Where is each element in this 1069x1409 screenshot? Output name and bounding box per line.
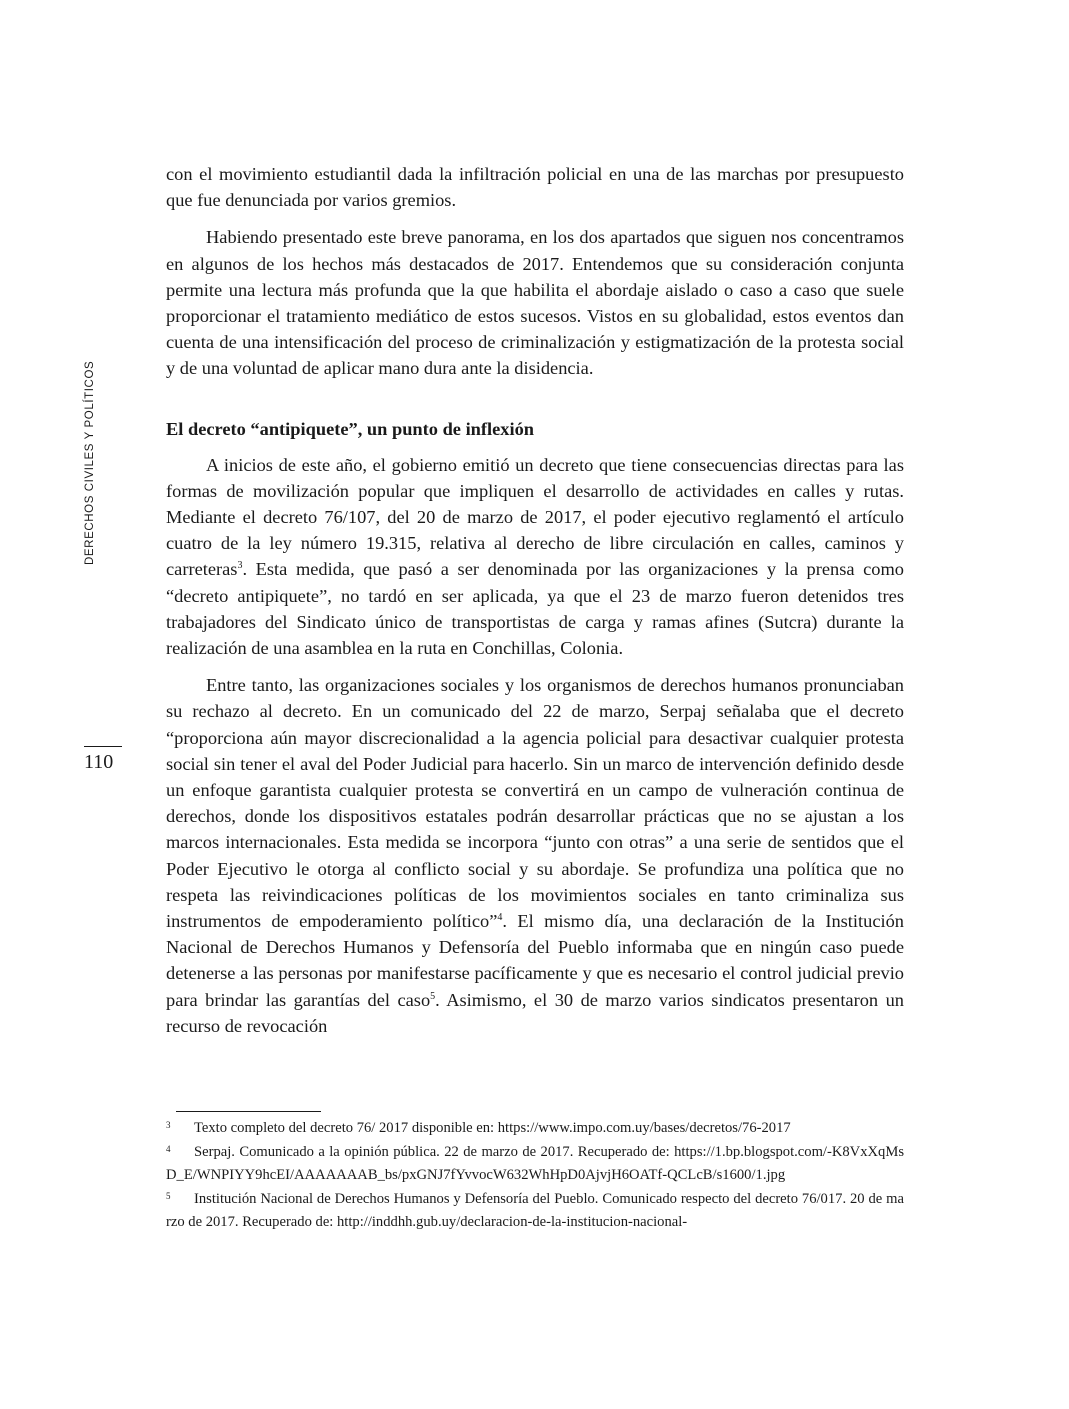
footnote-text: Serpaj. Comunicado a la opinión pública. 22 de marzo de 2017. Recuperado de: https://1.bp.blogspot.com/-K8VxXqMsD_E/WNPIYY9hcEI/AAAAAAAB_bs/pxGNJ7fYvvocW632WhHpD0AjvjH6OATf-QCLcB/s1600/1.jpg (166, 1144, 904, 1183)
footnote-ref-3: 3 (237, 560, 243, 572)
paragraph-rechazo-text-b: . El mismo día, una declaración de la Institución Nacional de Derechos Humanos y Defensoría del Pueblo informaba que en ningún caso puede detenerse a las personas por manifestarse pacíficamente y que es necesario el control judicial previo para brindar las garantías del caso (166, 911, 904, 1010)
footnote-number: 3 (166, 1120, 171, 1130)
paragraph-decreto (166, 452, 904, 662)
footnotes (166, 1117, 904, 1235)
footnote-separator (176, 1111, 321, 1112)
footnote-4 (166, 1141, 904, 1186)
footnote-ref-4: 4 (497, 911, 503, 923)
footnote-ref-5: 5 (430, 990, 436, 1002)
running-head: DERECHOS CIVILES Y POLÍTICOS (84, 360, 96, 565)
page-number: 110 (84, 751, 114, 773)
paragraph-continued: con el movimiento estudiantil dada la infiltración policial en una de las marchas por presupuesto que fue denunciada por varios gremios. (166, 164, 904, 211)
paragraph-rechazo-text-a: Entre tanto, las organizaciones sociales y los organismos de derechos humanos pronunciaban su rechazo al decreto. En un comunicado del 22 de marzo, Serpaj señalaba que el decreto “proporciona aún mayor discrecionalidad a la agencia policial para desactivar cualquier protesta social sin tener el aval del Poder Judicial para hacerlo. Sin un marco de intervención definido desde un enfoque garantista cualquier protesta se convertirá en un campo de vulneración continua de derechos, donde los dispositivos estatales podrán desarrollar prácticas que no se ajustan a los marcos internacionales. Esta medida se incorpora “junto con otras” a una serie de sentidos que el Poder Ejecutivo le otorga al conflicto social y su abordaje. Se profundiza una política que no respeta las reivindicaciones políticas de los movimientos sociales en tanto criminaliza sus instrumentos de empoderamiento político” (166, 675, 904, 932)
paragraph-rechazo-text-c: . Asimismo, el 30 de marzo varios sindicatos presentaron un recurso de revocación (166, 989, 904, 1036)
footnote-5 (166, 1188, 904, 1233)
section-heading: El decreto “antipiquete”, un punto de inflexión (166, 418, 535, 439)
footnote-number: 4 (166, 1144, 171, 1155)
footnote-number: 5 (166, 1191, 171, 1202)
footnote-text: Texto completo del decreto 76/ 2017 disponible en: https://www.impo.com.uy/bases/decretos/76-2017 (194, 1120, 791, 1136)
paragraph-decreto-text-a: A inicios de este año, el gobierno emitió un decreto que tiene consecuencias directas para las formas de movilización popular que impliquen el desarrollo de actividades en calles y rutas. Mediante el decreto 76/107, del 20 de marzo de 2017, el poder ejecutivo reglamentó el artículo cuatro de la ley número 19.315, relativa al derecho de libre circulación en calles, caminos y carreteras (166, 454, 904, 580)
paragraph-panorama: Habiendo presentado este breve panorama, en los dos apartados que siguen nos concentramos en algunos de los hechos más destacados de 2017. Entendemos que su consideración conjunta permite una lectura más profunda que la que habilita el abordaje aislado o caso a caso que suele proporcionar el tratamiento mediático de estos sucesos. Vistos en su globalidad, estos eventos dan cuenta de una intensificación del proceso de criminalización y estigmatización de la protesta social y de una voluntad de aplicar mano dura ante la disidencia. (166, 227, 904, 379)
footnote-3 (166, 1117, 904, 1139)
main-text (166, 161, 904, 1050)
paragraph-rechazo (166, 672, 904, 1039)
page-number-rule (84, 746, 122, 747)
paragraph-decreto-text-b: . Esta medida, que pasó a ser denominada por las organizaciones y la prensa como “decreto antipiquete”, no tardó en ser aplicada, ya que el 23 de marzo fueron detenidos tres trabajadores del Sindicato único de transportistas de carga y ramas afines (Sutcra) durante la realización de una asamblea en la ruta en Conchillas, Colonia. (166, 559, 904, 659)
footnote-text: Institución Nacional de Derechos Humanos y Defensoría del Pueblo. Comunicado respecto del decreto 76/017. 20 de marzo de 2017. Recuperado de: http://inddhh.gub.uy/declaracion-de-la-institucion-nacional- (166, 1191, 904, 1230)
